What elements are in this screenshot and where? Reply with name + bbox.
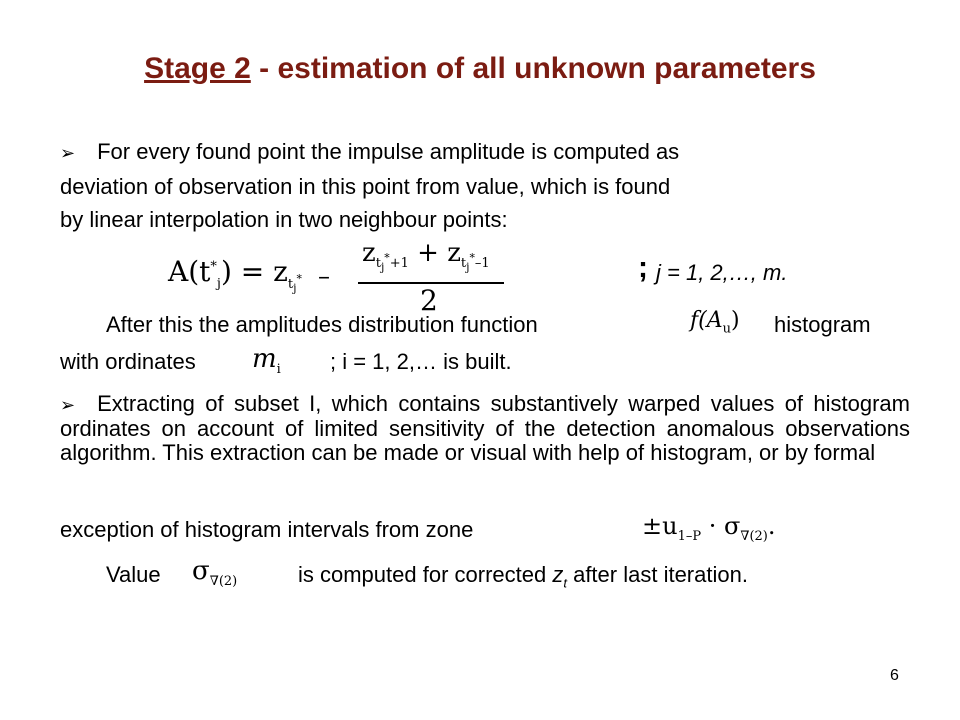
formula-eq: ) = z xyxy=(220,255,288,288)
formula-separator: ; xyxy=(638,251,648,284)
para2-histogram: histogram xyxy=(774,312,871,337)
formula-sigma xyxy=(192,556,237,589)
para4-rest-b: after last iteration. xyxy=(566,562,748,587)
formula-zone xyxy=(642,512,776,544)
zone-sub2: ∇(2) xyxy=(740,528,768,544)
sigma-text: σ xyxy=(192,556,210,586)
formula-lhs-sub: j xyxy=(216,276,221,292)
para3-text: Extracting of subset I, which contains substantively warped values of histogram ordinates on account of limited sensitivity of the detection anomalous observations algorithm. This extraction can be made or visual with help of histogram, or by formal xyxy=(60,391,910,465)
title-rest: - estimation of all unknown parameters xyxy=(250,52,816,85)
para2-line1 xyxy=(106,311,538,340)
para2-line2b: ; i = 1, 2,… is built. xyxy=(330,349,512,374)
zone-period: . xyxy=(767,512,776,540)
fa-sub: u xyxy=(722,321,731,337)
para4-rest-a: is computed for corrected xyxy=(298,562,553,587)
zone-sub: 1–P xyxy=(677,528,702,544)
formula-numerator: $z_{t_j^*+1} + z_{t_j^*-1}$ xyxy=(362,238,490,274)
slide-title xyxy=(0,52,960,86)
para1-line1-text: For every found point the impulse amplitude is computed as xyxy=(97,139,680,164)
m-sub: i xyxy=(276,362,281,378)
zone-text: ±u xyxy=(642,512,678,540)
formula-num-a: z xyxy=(362,238,376,268)
zone-mid: · σ xyxy=(701,512,741,540)
para2-part1: After this the amplitudes distribution function xyxy=(106,312,538,337)
zt-text: z xyxy=(552,562,564,587)
formula-denominator: 2 xyxy=(420,284,438,317)
fa-text: f(A xyxy=(690,308,723,333)
zt-sub: t xyxy=(563,575,567,591)
para2-line2a: with ordinates xyxy=(60,349,196,374)
formula-lhs: $A(t^*_j) = z_{t_j^*}$ xyxy=(168,255,302,295)
para1-line3: by linear interpolation in two neighbour points: xyxy=(60,207,508,232)
para3 xyxy=(60,392,910,465)
formula-range: j = 1, 2,…, m. xyxy=(656,260,788,285)
para4-rest xyxy=(298,561,748,592)
sigma-sub: ∇(2) xyxy=(209,574,238,590)
page-number: 6 xyxy=(890,667,899,684)
formula-m-i xyxy=(252,344,281,377)
formula-num-plus: + z xyxy=(417,238,461,268)
para1-line2: deviation of observation in this point from value, which is found xyxy=(60,174,671,199)
m-text: m xyxy=(252,344,277,374)
arrow-bullet-icon-2: ➢ xyxy=(60,395,76,415)
formula-f-of-a xyxy=(690,308,740,336)
formula-lhs-sup: * xyxy=(210,259,217,275)
para3-last-line: exception of histogram intervals from zone xyxy=(60,517,474,542)
title-underlined: Stage 2 xyxy=(144,52,251,85)
formula-minus: – xyxy=(318,262,330,290)
para1-line1 xyxy=(60,138,679,167)
arrow-bullet-icon: ➢ xyxy=(60,143,76,163)
formula-lhs-a: A(t xyxy=(168,255,211,288)
fa-end: ) xyxy=(731,308,740,333)
para4-value-label: Value xyxy=(106,562,161,587)
